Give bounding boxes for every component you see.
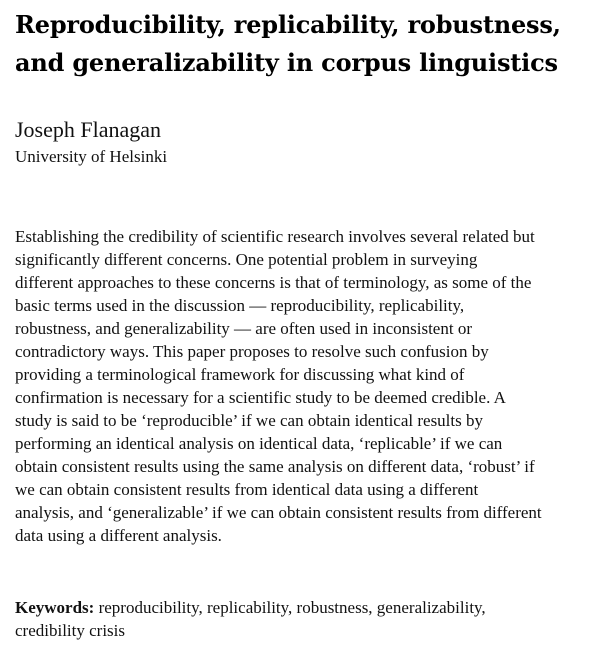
author-name: Joseph Flanagan [15, 117, 162, 142]
abstract-line: contradictory ways. This paper proposes to resolve such confusion by [15, 342, 489, 361]
abstract-line: study is said to be ‘reproducible’ if we can obtain identical results by [15, 411, 483, 430]
abstract-line: we can obtain consistent results from identical data using a different [15, 480, 479, 499]
paper-title-line: Reproducibility, replicability, robustness, [15, 10, 561, 39]
keywords [15, 596, 595, 642]
abstract-line: robustness, and generalizability — are often used in inconsistent or [15, 319, 472, 338]
abstract-line: different approaches to these concerns is that of terminology, as some of the [15, 273, 532, 292]
abstract-line: data using a different analysis. [15, 526, 222, 545]
keywords-label: Keywords: [15, 598, 95, 617]
abstract [15, 225, 595, 547]
abstract-line: Establishing the credibility of scientific research involves several related but [15, 227, 535, 246]
abstract-line: confirmation is necessary for a scientific study to be deemed credible. A [15, 388, 506, 407]
abstract-line: significantly different concerns. One potential problem in surveying [15, 250, 478, 269]
abstract-line: performing an identical analysis on identical data, ‘replicable’ if we can [15, 434, 503, 453]
abstract-line: providing a terminological framework for discussing what kind of [15, 365, 465, 384]
abstract-line: basic terms used in the discussion — reproducibility, replicability, [15, 296, 465, 315]
keywords-line [15, 596, 595, 619]
author-affiliation: University of Helsinki [15, 147, 168, 166]
keywords-list-continued: credibility crisis [15, 621, 126, 640]
keywords-list: reproducibility, replicability, robustness, generalizability, [98, 598, 486, 617]
abstract-line: obtain consistent results using the same analysis on different data, ‘robust’ if [15, 457, 535, 476]
paper-title [15, 6, 590, 82]
paper-title-line: and generalizability in corpus linguistics [15, 48, 558, 77]
abstract-line: analysis, and ‘generalizable’ if we can obtain consistent results from different [15, 503, 542, 522]
